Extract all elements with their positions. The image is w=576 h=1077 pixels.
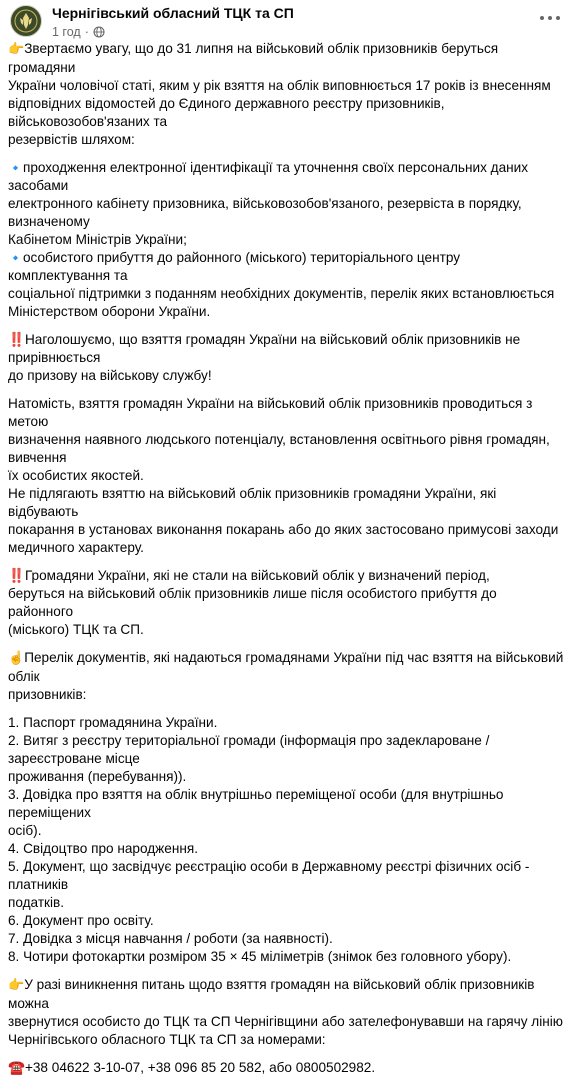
paragraph-late-registration: ‼️Громадяни України, які не стали на військовий облік у визначений період, беруться на військовий облік призовників лише після особистого прибуття до районного (міського) ТЦК та СП. xyxy=(8,568,497,637)
page-avatar[interactable] xyxy=(10,5,42,37)
paragraph-warning: ‼️Наголошуємо, що взяття громадян України на військовий облік призовників не прирівнюється до призову на військову службу! xyxy=(8,332,521,383)
paragraph-purpose: Натомість, взяття громадян України на військовий облік призовників проводиться з метою визначення наявного людського потенціалу, встановлення освітнього рівня громадян, вивчення їх особистих якостей. Не підлягають взяттю на військовий облік призовників громадяни України, які відбувають покарання в установах виконання покарань або до яких застосовано примусові заходи медичного характеру. xyxy=(8,396,559,555)
list-item: 2. Витяг з реєстру територіальної громади (інформація про задеклароване / зареєстроване місце xyxy=(8,733,490,766)
globe-icon[interactable] xyxy=(93,26,105,38)
bullet-electronic: 🔹проходження електронної ідентифікації та уточнення своїх персональних даних засобами електронного кабінету призовника, військовозобов'язаного, резервіста в порядку, визначеному Кабінетом Міністрів України; xyxy=(8,160,529,247)
list-item: 7. Довідка з місця навчання / роботи (за наявності). xyxy=(8,931,333,946)
paragraph-intro: 👉Звертаємо увагу, що до 31 липня на військовий облік призовників беруться громадяни України чоловічої статі, яким у рік взяття на облік виповнюється 17 років із внесенням відповідних відомостей до Єдиного державного реєстру призовників, військовозобов'язаних та резервістів шляхом: xyxy=(8,41,551,147)
post-meta xyxy=(52,4,294,40)
bullet-personal: 🔹особистого прибуття до районного (міського) територіального центру комплектування та соціальної підтримки з поданням необхідних документів, перелік яких встановлюється Міністерством оборони України. xyxy=(8,250,555,319)
blue-diamond-icon: 🔹 xyxy=(8,251,23,265)
phone-icon: ☎️ xyxy=(8,1060,25,1076)
paragraph-documents-intro: ☝️Перелік документів, які надаються громадянами України під час взяття на військовий облік призовників: xyxy=(8,650,564,702)
documents-list xyxy=(8,714,564,966)
blue-diamond-icon: 🔹 xyxy=(8,161,23,175)
more-options-icon[interactable] xyxy=(538,10,562,26)
list-item: 6. Документ про освіту. xyxy=(8,913,154,928)
page-name-link[interactable]: Чернігівський обласний ТЦК та СП xyxy=(52,5,294,21)
phone-numbers xyxy=(8,1059,564,1077)
post-timestamp[interactable]: 1 год xyxy=(52,25,81,39)
post-time-row xyxy=(52,24,294,40)
separator-dot: · xyxy=(84,25,89,39)
list-item: проживання (перебування)). xyxy=(8,769,187,784)
pointing-hand-icon: 👉 xyxy=(8,42,25,57)
emblem-icon xyxy=(11,6,41,36)
list-item: податків. xyxy=(8,895,65,910)
pointing-hand-icon: 👉 xyxy=(8,978,25,993)
paragraph-contacts: 👉У разі виникнення питань щодо взяття громадян на військовий облік призовників можна звернутися особисто до ТЦК та СП Чернігівщини або зателефонувавши на гарячу лінію Чернігівського обласного ТЦК та СП за номерами: xyxy=(8,977,563,1047)
post-header xyxy=(8,0,568,48)
double-exclamation-icon: ‼️ xyxy=(8,332,25,348)
list-item: 8. Чотири фотокартки розміром 35 × 45 міліметрів (знімок без головного убору). xyxy=(8,949,512,964)
list-item: 3. Довідка про взяття на облік внутрішньо переміщеної особи (для внутрішньо переміщених xyxy=(8,787,504,820)
post-body xyxy=(8,40,568,1077)
list-item: 1. Паспорт громадянина України. xyxy=(8,715,218,730)
index-up-icon: ☝️ xyxy=(8,651,25,666)
list-item: осіб). xyxy=(8,823,42,838)
double-exclamation-icon: ‼️ xyxy=(8,568,25,584)
list-item: 5. Документ, що засвідчує реєстрацію особи в Державному реєстрі фізичних осіб - платників xyxy=(8,859,530,892)
phone-numbers-text[interactable]: +38 04622 3-10-07, +38 096 85 20 582, або 0800502982. xyxy=(24,1060,376,1075)
list-item: 4. Свідоцтво про народження. xyxy=(8,841,198,856)
